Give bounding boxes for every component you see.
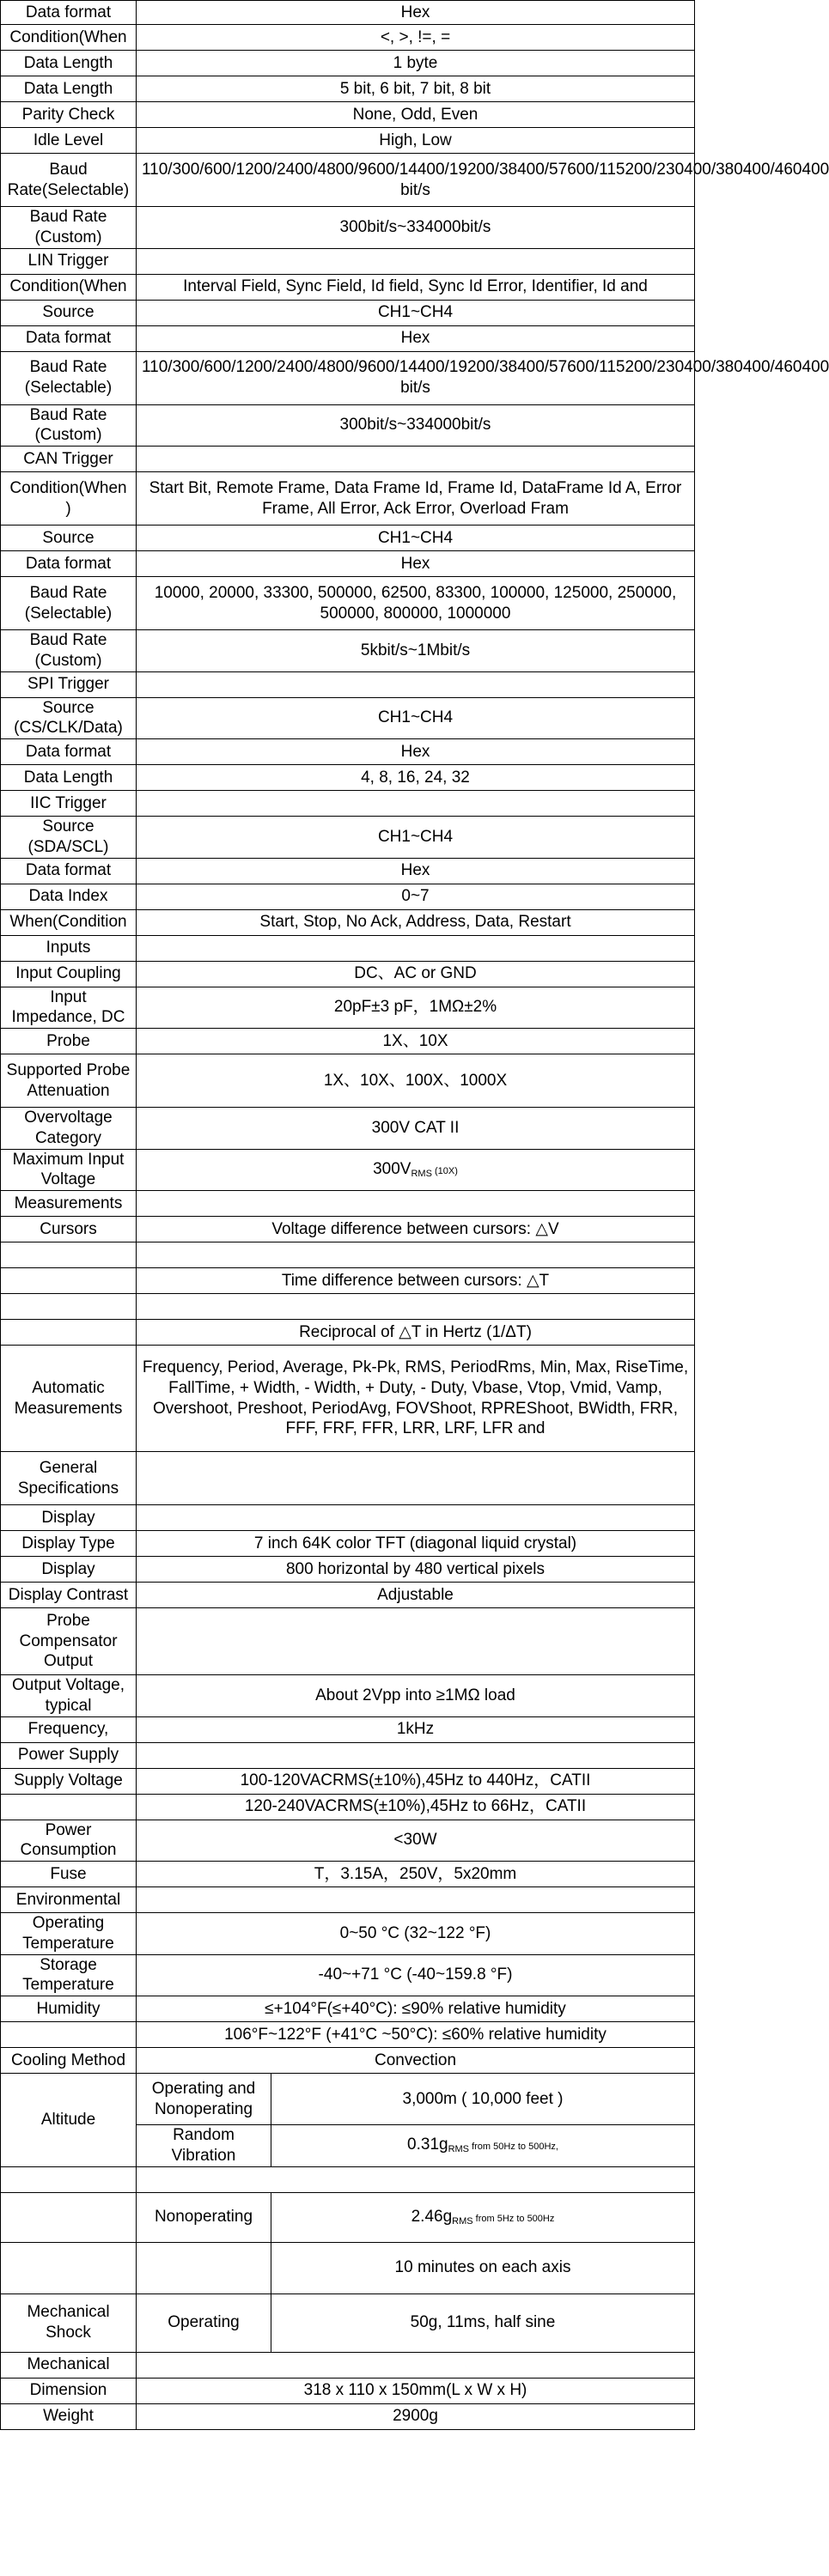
row-label-power-consumption: Power Consumption	[1, 1820, 137, 1862]
table-row	[1, 1716, 695, 1742]
row-label-baud-rate-custom: Baud Rate (Custom)	[1, 630, 137, 672]
table-row	[1, 1608, 695, 1675]
random-vibration-label: Random Vibration	[137, 2125, 271, 2167]
table-row	[1, 858, 695, 884]
row-label-input-impedance-dc: Input Impedance, DC	[1, 987, 137, 1029]
table-row	[1, 2166, 695, 2192]
row-label-condition-when: Condition(When )	[1, 472, 137, 526]
table-row	[1, 1913, 695, 1955]
row-value: 110/300/600/1200/2400/4800/9600/14400/19200/38400/57600/115200/230400/380400/460400 bit/s	[137, 154, 695, 207]
table-row	[1, 2403, 695, 2429]
row-value	[137, 447, 695, 472]
row-label-operating-temperature: Operating Temperature	[1, 1913, 137, 1955]
table-row	[1, 1191, 695, 1217]
row-value	[137, 1191, 695, 1217]
value-suffix: (10X)	[431, 1165, 458, 1176]
row-label-condition-when: Condition(When	[1, 25, 137, 51]
row-label-data-format: Data format	[1, 858, 137, 884]
row-value: About 2Vpp into ≥1MΩ load	[137, 1675, 695, 1717]
row-label-spi-trigger: SPI Trigger	[1, 671, 137, 697]
row-value: ≤+104°F(≤+40°C): ≤90% relative humidity	[137, 1996, 695, 2022]
row-value: 5kbit/s~1Mbit/s	[137, 630, 695, 672]
row-label-humidity: Humidity	[1, 1996, 137, 2022]
ten-minutes-value: 10 minutes on each axis	[271, 2242, 695, 2293]
table-row	[1, 1675, 695, 1717]
table-row	[1, 1862, 695, 1887]
value-suffix: from 5Hz to 500Hz	[472, 2213, 555, 2224]
row-value	[137, 248, 695, 274]
row-label-data-index: Data Index	[1, 884, 137, 909]
value-subscript: RMS	[448, 2144, 470, 2155]
row-label-baud-rate-selectable: Baud Rate (Selectable)	[1, 577, 137, 630]
row-label-weight: Weight	[1, 2403, 137, 2429]
row-label-source: Source	[1, 526, 137, 551]
table-row	[1, 791, 695, 817]
table-row	[1, 1531, 695, 1557]
blank-cell	[1, 2192, 137, 2242]
row-label-frequency: Frequency,	[1, 1716, 137, 1742]
row-value: Time difference between cursors: △T	[137, 1268, 695, 1294]
table-row	[1, 1887, 695, 1913]
row-value: 0~50 °C (32~122 °F)	[137, 1913, 695, 1955]
table-row	[1, 2192, 695, 2242]
row-value	[137, 671, 695, 697]
row-value: 106°F~122°F (+41°C ~50°C): ≤60% relative humidity	[137, 2022, 695, 2048]
row-value: 800 horizontal by 480 vertical pixels	[137, 1557, 695, 1583]
row-value	[137, 2352, 695, 2378]
value-subscript: RMS	[411, 1168, 432, 1179]
table-row	[1, 51, 695, 76]
shock-value: 50g, 11ms, half sine	[271, 2293, 695, 2352]
row-label-maximum-input-voltage: Maximum Input Voltage	[1, 1149, 137, 1191]
row-label-environmental: Environmental	[1, 1887, 137, 1913]
table-row	[1, 551, 695, 577]
row-label-source: Source	[1, 300, 137, 325]
table-row	[1, 1742, 695, 1768]
row-label-source-sda-scl: Source (SDA/SCL)	[1, 817, 137, 859]
row-value: -40~+71 °C (-40~159.8 °F)	[137, 1954, 695, 1996]
row-label-probe-compensator-output: Probe Compensator Output	[1, 1608, 137, 1675]
row-label-input-coupling: Input Coupling	[1, 961, 137, 987]
row-label-altitude: Altitude	[1, 2074, 137, 2167]
row-label-supported-probe-attenuation: Supported Probe Attenuation	[1, 1054, 137, 1108]
table-row	[1, 739, 695, 765]
row-value: Frequency, Period, Average, Pk-Pk, RMS, PeriodRms, Min, Max, RiseTime, FallTime, + Width, - Width, + Duty, - Duty, Vbase, Vtop, Vmid, Vamp, Overshoot, Preshoot, PeriodAvg, FOVShoot, RPREShoot, BWidth, FRR, FFF, FRF, FFR, LRR, LRF, LFR and	[137, 1346, 695, 1452]
table-row	[1, 697, 695, 739]
row-value: 1 byte	[137, 51, 695, 76]
row-label-blank	[1, 1242, 137, 1268]
table-row	[1, 987, 695, 1029]
row-value: Convection	[137, 2048, 695, 2074]
row-label-blank	[1, 1794, 137, 1820]
row-value: <30W	[137, 1820, 695, 1862]
table-row	[1, 884, 695, 909]
table-row	[1, 671, 695, 697]
table-row	[1, 2022, 695, 2048]
table-row	[1, 128, 695, 154]
value-text: 0.31g	[407, 2136, 448, 2154]
row-label-blank	[1, 1320, 137, 1346]
row-label-lin-trigger: LIN Trigger	[1, 248, 137, 274]
row-value: 20pF±3 pF，1MΩ±2%	[137, 987, 695, 1029]
value-suffix: from 50Hz to 500Hz,	[469, 2142, 558, 2153]
table-row	[1, 1108, 695, 1150]
row-label-source-cs-clk-data: Source (CS/CLK/Data)	[1, 697, 137, 739]
row-label-cursors: Cursors	[1, 1217, 137, 1242]
table-row	[1, 1768, 695, 1794]
row-value: Hex	[137, 1, 695, 25]
row-label-mechanical: Mechanical	[1, 2352, 137, 2378]
row-value: 10000, 20000, 33300, 500000, 62500, 83300, 100000, 125000, 250000, 500000, 800000, 1000000	[137, 577, 695, 630]
row-value: 100-120VACRMS(±10%),45Hz to 440Hz，CATII	[137, 1768, 695, 1794]
row-value	[137, 935, 695, 961]
row-label-parity-check: Parity Check	[1, 102, 137, 128]
row-label-baud-rate-selectable: Baud Rate(Selectable)	[1, 154, 137, 207]
altitude-value: 3,000m ( 10,000 feet )	[271, 2074, 695, 2125]
table-row	[1, 1346, 695, 1452]
row-label-display: Display	[1, 1557, 137, 1583]
row-label-condition-when: Condition(When	[1, 274, 137, 300]
table-row	[1, 1054, 695, 1108]
table-row	[1, 961, 695, 987]
row-label-supply-voltage: Supply Voltage	[1, 1768, 137, 1794]
row-label-power-supply: Power Supply	[1, 1742, 137, 1768]
row-value: Reciprocal of △T in Hertz (1/ΔT)	[137, 1320, 695, 1346]
row-label-can-trigger: CAN Trigger	[1, 447, 137, 472]
blank-cell	[1, 2166, 137, 2192]
row-value: 318 x 110 x 150mm(L x W x H)	[137, 2378, 695, 2403]
row-label-blank	[1, 1294, 137, 1320]
row-label-cooling-method: Cooling Method	[1, 2048, 137, 2074]
row-value: 2900g	[137, 2403, 695, 2429]
table-row	[1, 526, 695, 551]
table-row	[1, 2242, 695, 2293]
row-value: Adjustable	[137, 1583, 695, 1608]
row-label-data-format: Data format	[1, 551, 137, 577]
row-value: 110/300/600/1200/2400/4800/9600/14400/19200/38400/57600/115200/230400/380400/460400 bit/s	[137, 351, 695, 404]
row-value: 120-240VACRMS(±10%),45Hz to 66Hz，CATII	[137, 1794, 695, 1820]
table-row	[1, 300, 695, 325]
row-value: T，3.15A，250V，5x20mm	[137, 1862, 695, 1887]
table-row	[1, 2352, 695, 2378]
row-label-inputs: Inputs	[1, 935, 137, 961]
row-value: Interval Field, Sync Field, Id field, Sync Id Error, Identifier, Id and	[137, 274, 695, 300]
blank-cell	[137, 2242, 271, 2293]
blank-cell	[137, 2166, 695, 2192]
value-subscript: RMS	[452, 2215, 473, 2227]
row-value: 1X、10X	[137, 1029, 695, 1054]
blank-cell	[1, 2242, 137, 2293]
random-vibration-value	[271, 2125, 695, 2167]
row-value: CH1~CH4	[137, 697, 695, 739]
row-label-display-contrast: Display Contrast	[1, 1583, 137, 1608]
row-value: Voltage difference between cursors: △V	[137, 1217, 695, 1242]
nonoperating-label: Nonoperating	[137, 2192, 271, 2242]
table-row	[1, 351, 695, 404]
table-row	[1, 102, 695, 128]
table-row	[1, 1242, 695, 1268]
row-label-overvoltage-category: Overvoltage Category	[1, 1108, 137, 1150]
row-value: <, >, !=, =	[137, 25, 695, 51]
table-row	[1, 1557, 695, 1583]
row-value: 1kHz	[137, 1716, 695, 1742]
table-row	[1, 909, 695, 935]
row-label-iic-trigger: IIC Trigger	[1, 791, 137, 817]
row-value: 1X、10X、100X、1000X	[137, 1054, 695, 1108]
row-label-blank	[1, 1268, 137, 1294]
row-value: 7 inch 64K color TFT (diagonal liquid crystal)	[137, 1531, 695, 1557]
table-row	[1, 1794, 695, 1820]
row-label-storage-temperature: Storage Temperature	[1, 1954, 137, 1996]
row-label-data-format: Data format	[1, 739, 137, 765]
table-row	[1, 1583, 695, 1608]
row-value: DC、AC or GND	[137, 961, 695, 987]
row-label-data-length: Data Length	[1, 765, 137, 791]
row-label-general-specifications: General Specifications	[1, 1452, 137, 1505]
row-label-probe: Probe	[1, 1029, 137, 1054]
row-label-display-type: Display Type	[1, 1531, 137, 1557]
row-label-fuse: Fuse	[1, 1862, 137, 1887]
table-row	[1, 1217, 695, 1242]
table-row	[1, 2378, 695, 2403]
row-value: CH1~CH4	[137, 817, 695, 859]
row-label-when-condition: When(Condition	[1, 909, 137, 935]
table-row	[1, 1996, 695, 2022]
table-row	[1, 630, 695, 672]
nonoperating-value	[271, 2192, 695, 2242]
table-row	[1, 2074, 695, 2125]
row-label-mechanical-shock: Mechanical Shock	[1, 2293, 137, 2352]
table-row	[1, 1452, 695, 1505]
row-value: 300bit/s~334000bit/s	[137, 207, 695, 249]
row-label-idle-level: Idle Level	[1, 128, 137, 154]
table-row	[1, 248, 695, 274]
table-row	[1, 817, 695, 859]
row-label-measurements: Measurements	[1, 1191, 137, 1217]
row-label-data-format: Data format	[1, 325, 137, 351]
spec-table-body	[1, 1, 829, 2430]
row-label-automatic-measurements: Automatic Measurements	[1, 1346, 137, 1452]
shock-operating-label: Operating	[137, 2293, 271, 2352]
row-label-blank	[1, 2022, 137, 2048]
table-row	[1, 207, 695, 249]
row-value	[137, 1452, 695, 1505]
row-value: Start, Stop, No Ack, Address, Data, Restart	[137, 909, 695, 935]
row-label-data-length: Data Length	[1, 51, 137, 76]
row-label-baud-rate-custom: Baud Rate (Custom)	[1, 207, 137, 249]
table-row	[1, 2293, 695, 2352]
table-row	[1, 577, 695, 630]
row-value: CH1~CH4	[137, 526, 695, 551]
table-row	[1, 76, 695, 102]
table-row	[1, 1029, 695, 1054]
table-row	[1, 1505, 695, 1531]
row-value	[137, 1742, 695, 1768]
row-value: Hex	[137, 325, 695, 351]
table-row	[1, 1149, 695, 1191]
table-row	[1, 1294, 695, 1320]
row-value	[137, 1608, 695, 1675]
altitude-sub-operating: Operating and Nonoperating	[137, 2074, 271, 2125]
row-label-data-format: Data format	[1, 1, 137, 25]
row-value: High, Low	[137, 128, 695, 154]
table-row	[1, 404, 695, 447]
table-row	[1, 25, 695, 51]
table-row	[1, 765, 695, 791]
row-value	[137, 1294, 695, 1320]
row-value: None, Odd, Even	[137, 102, 695, 128]
row-value	[137, 1505, 695, 1531]
table-row	[1, 1820, 695, 1862]
row-value: 4, 8, 16, 24, 32	[137, 765, 695, 791]
row-label-baud-rate-custom: Baud Rate (Custom)	[1, 404, 137, 447]
row-value: Hex	[137, 858, 695, 884]
row-label-data-length: Data Length	[1, 76, 137, 102]
row-value: 0~7	[137, 884, 695, 909]
row-label-dimension: Dimension	[1, 2378, 137, 2403]
table-row	[1, 1954, 695, 1996]
value-text: 2.46g	[411, 2207, 453, 2226]
table-row	[1, 154, 695, 207]
row-value	[137, 1887, 695, 1913]
row-value	[137, 1149, 695, 1191]
table-row	[1, 447, 695, 472]
table-row	[1, 274, 695, 300]
row-value	[137, 1242, 695, 1268]
table-row	[1, 935, 695, 961]
row-value: 300V CAT II	[137, 1108, 695, 1150]
row-value: Start Bit, Remote Frame, Data Frame Id, Frame Id, DataFrame Id A, Error Frame, All Error, Ack Error, Overload Fram	[137, 472, 695, 526]
row-label-baud-rate-selectable: Baud Rate (Selectable)	[1, 351, 137, 404]
row-value: Hex	[137, 739, 695, 765]
row-label-display: Display	[1, 1505, 137, 1531]
table-row	[1, 1320, 695, 1346]
row-value: Hex	[137, 551, 695, 577]
row-value: 300bit/s~334000bit/s	[137, 404, 695, 447]
row-value: CH1~CH4	[137, 300, 695, 325]
row-value	[137, 791, 695, 817]
table-row	[1, 472, 695, 526]
row-value: 5 bit, 6 bit, 7 bit, 8 bit	[137, 76, 695, 102]
table-row	[1, 1268, 695, 1294]
table-row	[1, 2048, 695, 2074]
row-label-output-voltage-typical: Output Voltage, typical	[1, 1675, 137, 1717]
table-row	[1, 1, 695, 25]
value-text: 300V	[373, 1159, 411, 1178]
table-row	[1, 325, 695, 351]
